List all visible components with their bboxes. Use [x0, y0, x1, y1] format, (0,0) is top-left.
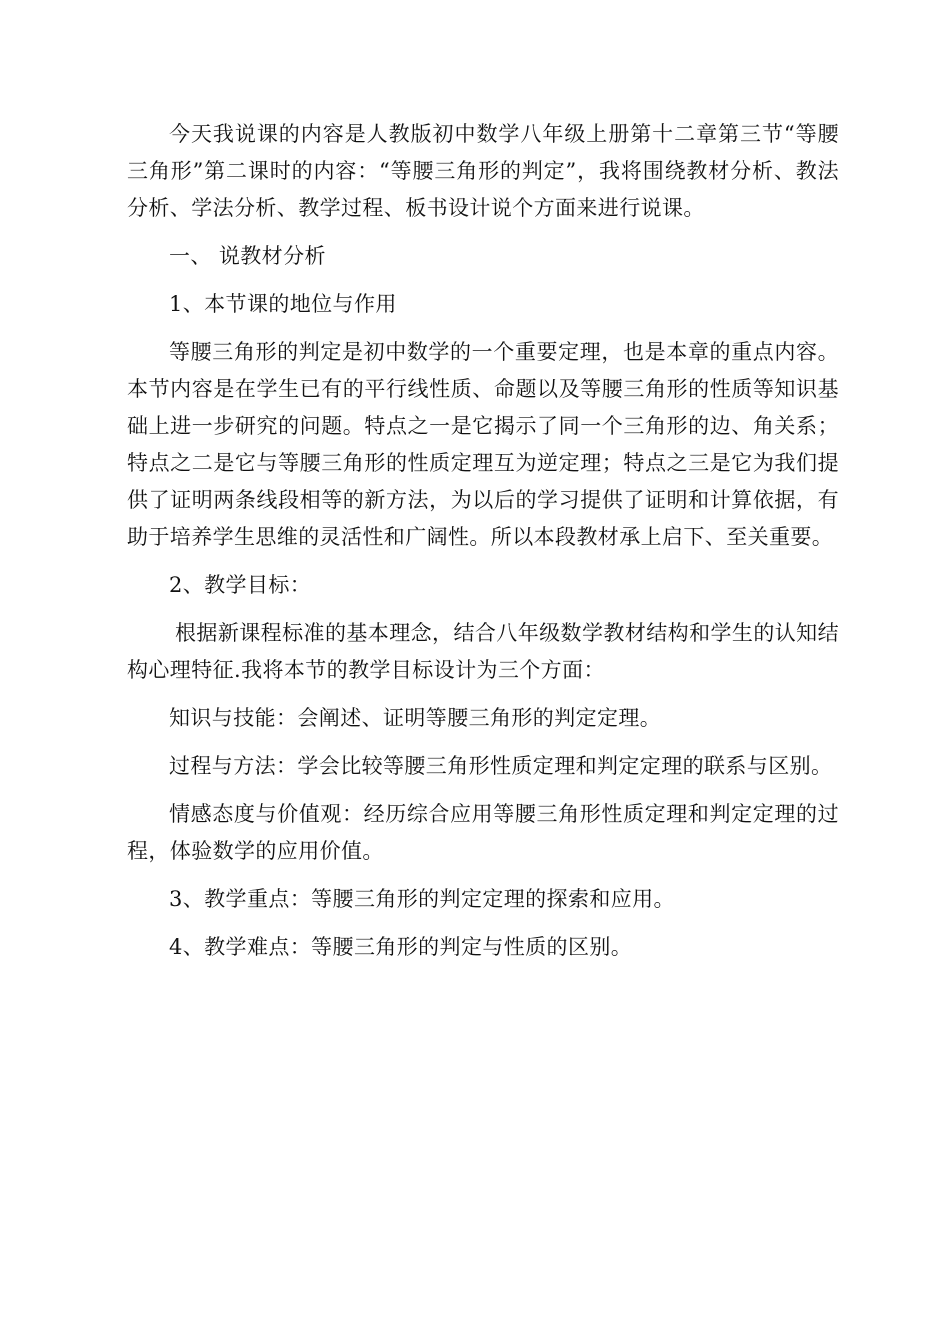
intro-paragraph: 今天我说课的内容是人教版初中数学八年级上册第十二章第三节“等腰三角形”第二课时的内容：“等腰三角形的判定”，我将围绕教材分析、教法分析、学法分析、教学过程、板书设计说个方面来进行说课。 — [127, 122, 839, 220]
role-paragraph: 等腰三角形的判定是初中数学的一个重要定理，也是本章的重点内容。本节内容是在学生已有的平行线性质、命题以及等腰三角形的性质等知识基础上进一步研究的问题。特点之一是它揭示了同一个三角形的边、角关系；特点之二是它与等腰三角形的性质定理互为逆定理；特点之三是它为我们提供了证明两条线段相等的新方法，为以后的学习提供了证明和计算依据，有助于培养学生思维的灵活性和广阔性。所以本段教材承上启下、至关重要。 — [127, 340, 839, 549]
teaching-focus: 3、教学重点：等腰三角形的判定定理的探索和应用。 — [169, 887, 675, 911]
subheading-role: 1、本节课的地位与作用 — [169, 292, 397, 316]
document-page — [127, 116, 839, 977]
subheading-objectives: 2、教学目标： — [169, 573, 312, 597]
objective-emotion: 情感态度与价值观：经历综合应用等腰三角形性质定理和判定定理的过程，体验数学的应用价值。 — [127, 802, 839, 863]
teaching-difficulty: 4、教学难点：等腰三角形的判定与性质的区别。 — [169, 935, 633, 959]
objectives-paragraph: 根据新课程标准的基本理念，结合八年级数学教材结构和学生的认知结构心理特征.我将本节的教学目标设计为三个方面： — [127, 621, 839, 682]
objective-knowledge: 知识与技能：会阐述、证明等腰三角形的判定定理。 — [169, 706, 662, 730]
section-heading-textbook-analysis: 一、 说教材分析 — [169, 244, 326, 268]
objective-process: 过程与方法：学会比较等腰三角形性质定理和判定定理的联系与区别。 — [169, 754, 833, 778]
